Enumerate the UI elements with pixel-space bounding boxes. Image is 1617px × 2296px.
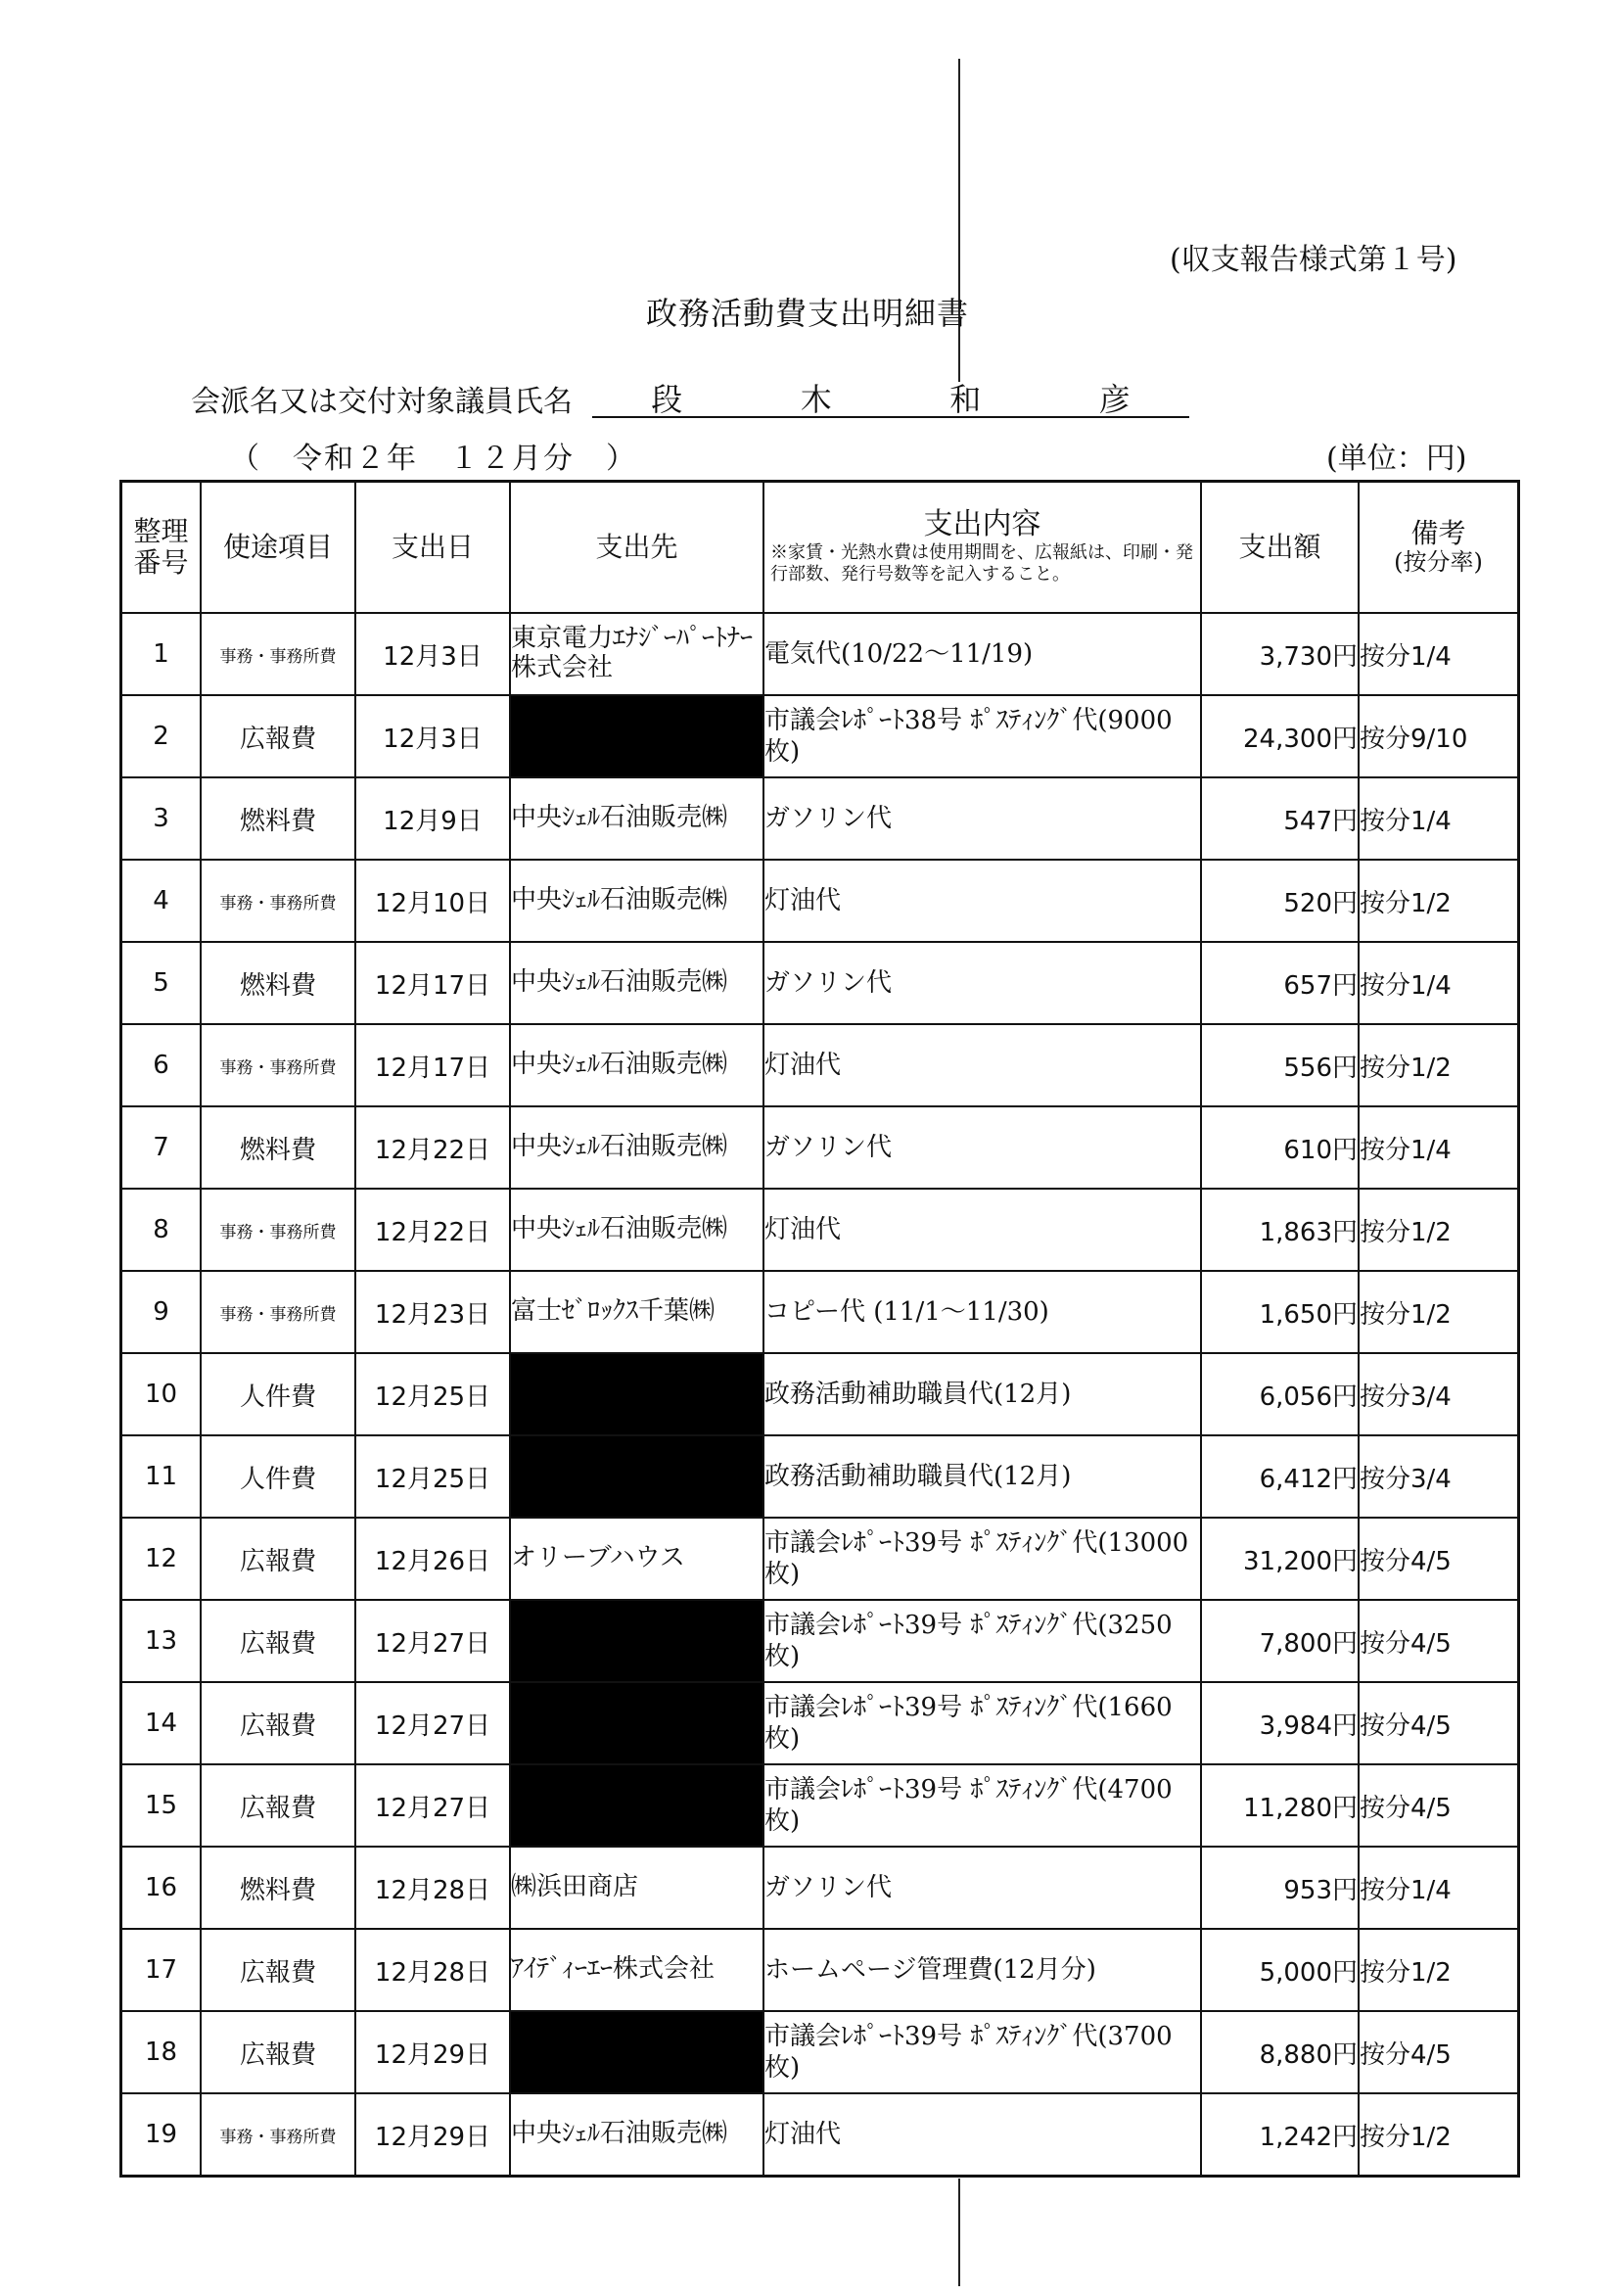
row-amount: 24,300円 [1201,695,1359,777]
row-date: 12月23日 [355,1271,510,1353]
row-remarks: 按分4/5 [1359,1764,1519,1847]
row-description: ガソリン代 [763,1106,1201,1189]
row-date: 12月22日 [355,1189,510,1271]
row-description: ホームページ管理費(12月分) [763,1929,1201,2011]
header-category: 使途項目 [201,482,355,614]
row-number: 17 [121,1929,202,2011]
member-name-char: 和 [949,381,982,418]
row-category: 人件費 [201,1435,355,1518]
row-payee: 中央ｼｪﾙ石油販売㈱ [510,860,763,942]
row-amount: 11,280円 [1201,1764,1359,1847]
expenditure-table [119,480,1520,2178]
table-row [121,613,1519,695]
row-payee: ㈱浜田商店 [510,1847,763,1929]
row-category: 燃料費 [201,1847,355,1929]
row-remarks: 按分4/5 [1359,1518,1519,1600]
row-date: 12月17日 [355,1024,510,1106]
row-category: 広報費 [201,2011,355,2093]
row-category: 事務・事務所費 [201,1189,355,1271]
header-remarks-title: 備考 [1410,517,1466,550]
row-description: コピー代 (11/1～11/30) [763,1271,1201,1353]
row-date: 12月22日 [355,1106,510,1189]
row-amount: 6,056円 [1201,1353,1359,1435]
row-date: 12月27日 [355,1764,510,1847]
row-description: 灯油代 [763,2093,1201,2177]
row-remarks: 按分4/5 [1359,2011,1519,2093]
form-number: (収支報告様式第１号) [1170,243,1457,277]
member-name-char: 木 [800,381,832,418]
row-payee: 中央ｼｪﾙ石油販売㈱ [510,777,763,860]
row-number: 10 [121,1353,202,1435]
table-row [121,1682,1519,1764]
row-date: 12月3日 [355,695,510,777]
row-description: ガソリン代 [763,1847,1201,1929]
row-number: 5 [121,942,202,1024]
member-name-char: 段 [651,381,683,418]
header-remarks [1359,482,1519,614]
row-category: 事務・事務所費 [201,1024,355,1106]
table-row [121,1435,1519,1518]
row-amount: 610円 [1201,1106,1359,1189]
row-description: 政務活動補助職員代(12月) [763,1353,1201,1435]
table-row [121,1271,1519,1353]
row-payee-redacted [510,1764,763,1847]
table-row [121,1847,1519,1929]
row-category: 事務・事務所費 [201,1271,355,1353]
row-remarks: 按分1/4 [1359,1106,1519,1189]
header-payee: 支出先 [510,482,763,614]
row-payee: 中央ｼｪﾙ石油販売㈱ [510,1024,763,1106]
member-label: 会派名又は交付対象議員氏名 [191,385,573,419]
table-row [121,1189,1519,1271]
row-payee-redacted [510,695,763,777]
table-row [121,1764,1519,1847]
row-date: 12月17日 [355,942,510,1024]
row-payee: ｱｲﾃﾞｨｰｴｰ株式会社 [510,1929,763,2011]
row-amount: 520円 [1201,860,1359,942]
row-remarks: 按分1/4 [1359,777,1519,860]
row-number: 6 [121,1024,202,1106]
row-description: 政務活動補助職員代(12月) [763,1435,1201,1518]
row-date: 12月25日 [355,1435,510,1518]
row-date: 12月28日 [355,1929,510,2011]
row-number: 8 [121,1189,202,1271]
row-payee: 中央ｼｪﾙ石油販売㈱ [510,1189,763,1271]
row-description: 灯油代 [763,860,1201,942]
row-description: ガソリン代 [763,777,1201,860]
row-description: 市議会ﾚﾎﾟｰﾄ39号 ﾎﾟｽﾃｨﾝｸﾞ代(13000枚) [763,1518,1201,1600]
row-remarks: 按分3/4 [1359,1353,1519,1435]
row-remarks: 按分1/4 [1359,942,1519,1024]
row-payee-redacted [510,1682,763,1764]
row-description: 市議会ﾚﾎﾟｰﾄ39号 ﾎﾟｽﾃｨﾝｸﾞ代(1660枚) [763,1682,1201,1764]
row-amount: 3,730円 [1201,613,1359,695]
row-amount: 657円 [1201,942,1359,1024]
row-number: 7 [121,1106,202,1189]
row-number: 11 [121,1435,202,1518]
table-row [121,1600,1519,1682]
row-payee-redacted [510,1353,763,1435]
row-number: 14 [121,1682,202,1764]
header-content [763,482,1201,614]
row-date: 12月9日 [355,777,510,860]
row-date: 12月26日 [355,1518,510,1600]
row-amount: 556円 [1201,1024,1359,1106]
row-number: 1 [121,613,202,695]
row-remarks: 按分1/2 [1359,1024,1519,1106]
row-date: 12月29日 [355,2093,510,2177]
row-category: 事務・事務所費 [201,860,355,942]
row-remarks: 按分1/2 [1359,2093,1519,2177]
row-number: 16 [121,1847,202,1929]
row-date: 12月25日 [355,1353,510,1435]
row-description: 市議会ﾚﾎﾟｰﾄ39号 ﾎﾟｽﾃｨﾝｸﾞ代(4700枚) [763,1764,1201,1847]
row-payee: 東京電力ｴﾅｼﾞｰﾊﾟｰﾄﾅｰ株式会社 [510,613,763,695]
member-name [592,375,1189,418]
row-description: 市議会ﾚﾎﾟｰﾄ38号 ﾎﾟｽﾃｨﾝｸﾞ代(9000枚) [763,695,1201,777]
row-payee-redacted [510,1600,763,1682]
row-remarks: 按分1/4 [1359,1847,1519,1929]
row-amount: 7,800円 [1201,1600,1359,1682]
row-payee: オリーブハウス [510,1518,763,1600]
row-payee: 中央ｼｪﾙ石油販売㈱ [510,1106,763,1189]
row-description: 灯油代 [763,1024,1201,1106]
row-number: 3 [121,777,202,860]
row-category: 燃料費 [201,942,355,1024]
row-number: 15 [121,1764,202,1847]
table-row [121,1929,1519,2011]
row-payee: 中央ｼｪﾙ石油販売㈱ [510,2093,763,2177]
document-title: 政務活動費支出明細書 [646,295,970,332]
row-number: 12 [121,1518,202,1600]
unit-label: (単位：円) [1326,442,1467,476]
table-row [121,1024,1519,1106]
row-category: 事務・事務所費 [201,613,355,695]
row-date: 12月10日 [355,860,510,942]
table-row [121,1106,1519,1189]
row-description: ガソリン代 [763,942,1201,1024]
row-category: 燃料費 [201,777,355,860]
row-remarks: 按分1/2 [1359,1189,1519,1271]
row-amount: 6,412円 [1201,1435,1359,1518]
table-row [121,860,1519,942]
row-number: 18 [121,2011,202,2093]
row-date: 12月27日 [355,1682,510,1764]
row-category: 広報費 [201,695,355,777]
row-amount: 8,880円 [1201,2011,1359,2093]
row-description: 市議会ﾚﾎﾟｰﾄ39号 ﾎﾟｽﾃｨﾝｸﾞ代(3700枚) [763,2011,1201,2093]
row-amount: 1,242円 [1201,2093,1359,2177]
row-category: 事務・事務所費 [201,2093,355,2177]
row-remarks: 按分4/5 [1359,1682,1519,1764]
row-payee-redacted [510,1435,763,1518]
table-row [121,1518,1519,1600]
row-remarks: 按分4/5 [1359,1600,1519,1682]
row-category: 広報費 [201,1682,355,1764]
member-name-char: 彦 [1098,381,1131,418]
row-description: 灯油代 [763,1189,1201,1271]
row-description: 市議会ﾚﾎﾟｰﾄ39号 ﾎﾟｽﾃｨﾝｸﾞ代(3250枚) [763,1600,1201,1682]
header-no: 整理番号 [121,482,202,614]
row-remarks: 按分1/2 [1359,860,1519,942]
table-row [121,1353,1519,1435]
row-category: 人件費 [201,1353,355,1435]
row-date: 12月29日 [355,2011,510,2093]
table-row [121,695,1519,777]
table-row [121,2093,1519,2177]
table-row [121,777,1519,860]
row-remarks: 按分9/10 [1359,695,1519,777]
row-payee: 富士ｾﾞﾛｯｸｽ千葉㈱ [510,1271,763,1353]
row-date: 12月28日 [355,1847,510,1929]
row-amount: 3,984円 [1201,1682,1359,1764]
row-number: 9 [121,1271,202,1353]
table-header-row [121,482,1519,614]
row-payee-redacted [510,2011,763,2093]
header-remarks-sub: (按分率) [1394,548,1483,577]
row-date: 12月27日 [355,1600,510,1682]
row-category: 燃料費 [201,1106,355,1189]
row-date: 12月3日 [355,613,510,695]
scan-crease-bottom [958,2179,960,2286]
row-amount: 5,000円 [1201,1929,1359,2011]
row-number: 2 [121,695,202,777]
row-category: 広報費 [201,1600,355,1682]
table-row [121,2011,1519,2093]
header-amount: 支出額 [1201,482,1359,614]
row-category: 広報費 [201,1518,355,1600]
row-payee: 中央ｼｪﾙ石油販売㈱ [510,942,763,1024]
report-period: （ 令和２年 １２月分 ） [230,442,637,476]
row-amount: 1,863円 [1201,1189,1359,1271]
row-amount: 31,200円 [1201,1518,1359,1600]
row-remarks: 按分1/2 [1359,1271,1519,1353]
header-content-note: ※家賃・光熱水費は使用期間を、広報紙は、印刷・発行部数、発行号数等を記入すること。 [770,541,1193,586]
row-remarks: 按分1/2 [1359,1929,1519,2011]
row-number: 4 [121,860,202,942]
header-date: 支出日 [355,482,510,614]
row-number: 19 [121,2093,202,2177]
row-amount: 953円 [1201,1847,1359,1929]
row-remarks: 按分1/4 [1359,613,1519,695]
row-remarks: 按分3/4 [1359,1435,1519,1518]
table-row [121,942,1519,1024]
row-amount: 547円 [1201,777,1359,860]
row-category: 広報費 [201,1764,355,1847]
row-number: 13 [121,1600,202,1682]
header-content-title: 支出内容 [923,507,1041,542]
row-amount: 1,650円 [1201,1271,1359,1353]
row-description: 電気代(10/22～11/19) [763,613,1201,695]
row-category: 広報費 [201,1929,355,2011]
